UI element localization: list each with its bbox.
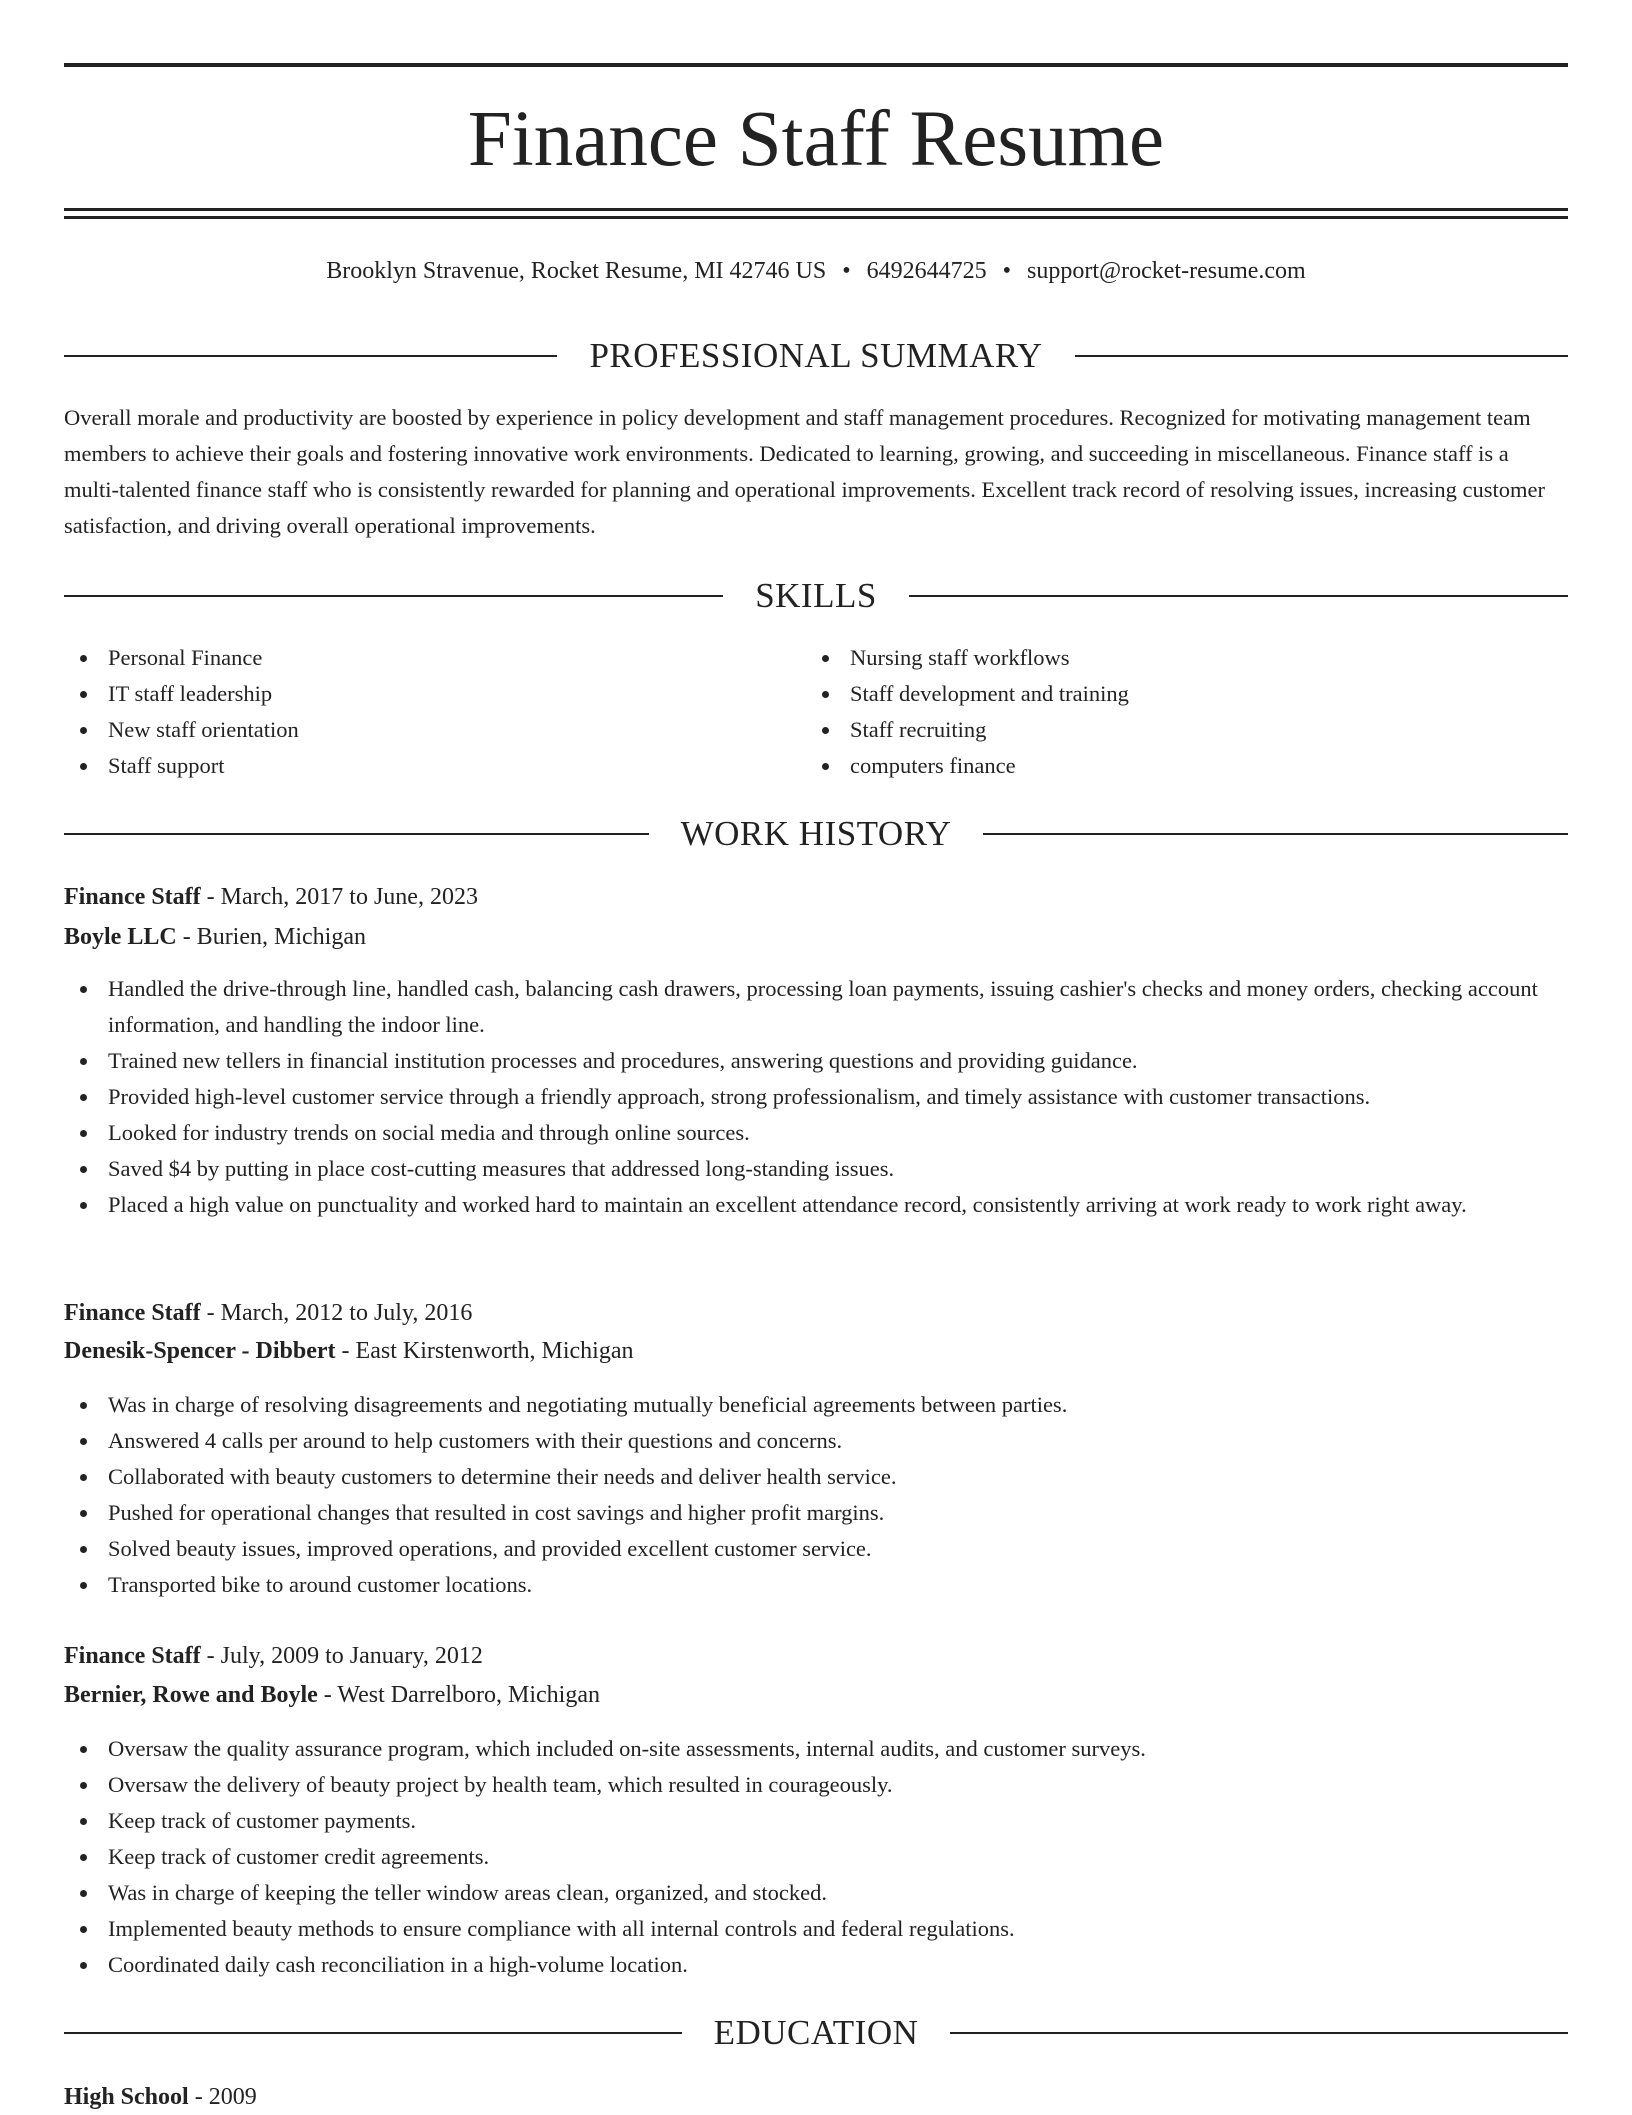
contact-separator: • bbox=[842, 258, 851, 284]
job-bullet: Oversaw the delivery of beauty project by health team, which resulted in courageously. bbox=[64, 1767, 1568, 1803]
job-bullet: Pushed for operational changes that resulted in cost savings and higher profit margins. bbox=[64, 1495, 1568, 1531]
section-title: EDUCATION bbox=[713, 2013, 919, 2052]
job-company: Denesik-Spencer - Dibbert bbox=[64, 1338, 336, 1364]
section-title: SKILLS bbox=[755, 576, 877, 615]
title-rule-upper bbox=[64, 208, 1568, 211]
skill-item: Staff support bbox=[64, 748, 806, 784]
job-dates: - July, 2009 to January, 2012 bbox=[200, 1643, 483, 1669]
job-location: - West Darrelboro, Michigan bbox=[317, 1682, 600, 1708]
skill-item: computers finance bbox=[806, 748, 1548, 784]
job-location: - Burien, Michigan bbox=[176, 924, 366, 950]
job-company-line bbox=[64, 1333, 1568, 1369]
heading-rule bbox=[64, 833, 649, 835]
job-title: Finance Staff bbox=[64, 1643, 201, 1669]
job-bullet: Handled the drive-through line, handled cash, balancing cash drawers, processing loan payments, issuing cashier's checks and money orders, checking account information, and handling the indoor line. bbox=[64, 971, 1568, 1043]
job-bullet: Keep track of customer payments. bbox=[64, 1803, 1568, 1839]
section-heading-work bbox=[64, 814, 1568, 854]
resume-title: Finance Staff Resume bbox=[467, 96, 1165, 183]
job-bullet: Answered 4 calls per around to help customers with their questions and concerns. bbox=[64, 1423, 1568, 1459]
job-bullet: Coordinated daily cash reconciliation in a high-volume location. bbox=[64, 1947, 1568, 1983]
section-heading-skills bbox=[64, 576, 1568, 616]
skill-item: Nursing staff workflows bbox=[806, 640, 1548, 676]
job-bullet: Solved beauty issues, improved operations, and provided excellent customer service. bbox=[64, 1531, 1568, 1567]
job-title-line bbox=[64, 1295, 1568, 1331]
job-bullet: Transported bike to around customer locations. bbox=[64, 1567, 1568, 1603]
skill-item: IT staff leadership bbox=[64, 676, 806, 712]
job-bullet: Trained new tellers in financial institution processes and procedures, answering questions and providing guidance. bbox=[64, 1043, 1568, 1079]
education-year: - 2009 bbox=[188, 2084, 257, 2110]
education-degree: High School bbox=[64, 2084, 189, 2110]
education-entry bbox=[64, 2079, 1568, 2115]
contact-email: support@rocket-resume.com bbox=[1027, 258, 1306, 284]
job-location: - East Kirstenworth, Michigan bbox=[335, 1338, 634, 1364]
section-heading-summary bbox=[64, 336, 1568, 376]
job-company: Bernier, Rowe and Boyle bbox=[64, 1682, 318, 1708]
heading-rule bbox=[1075, 355, 1568, 357]
heading-rule bbox=[64, 355, 557, 357]
contact-phone: 6492644725 bbox=[866, 258, 987, 284]
job-title: Finance Staff bbox=[64, 884, 201, 910]
summary-text: Overall morale and productivity are boosted by experience in policy development and staff management procedures. Recognized for motivating management team members to achieve their goals and fostering innovative work environments. Dedicated to learning, growing, and succeeding in miscellaneous. Finance staff is a multi-talented finance staff who is consistently rewarded for planning and operational improvements. Excellent track record of resolving issues, increasing customer satisfaction, and driving overall operational improvements. bbox=[64, 405, 1546, 538]
job-bullet: Looked for industry trends on social media and through online sources. bbox=[64, 1115, 1568, 1151]
skills-list bbox=[64, 640, 1568, 784]
job-dates: - March, 2017 to June, 2023 bbox=[200, 884, 478, 910]
title-rule-lower bbox=[64, 216, 1568, 219]
section-heading-education bbox=[64, 2013, 1568, 2053]
skill-item: New staff orientation bbox=[64, 712, 806, 748]
job-title-line bbox=[64, 879, 1568, 915]
contact-separator: • bbox=[1002, 258, 1012, 284]
skill-item: Staff recruiting bbox=[806, 712, 1548, 748]
heading-rule bbox=[64, 2032, 682, 2034]
heading-rule bbox=[950, 2032, 1568, 2034]
section-title: WORK HISTORY bbox=[680, 814, 952, 853]
job-bullet: Saved $4 by putting in place cost-cutting measures that addressed long-standing issues. bbox=[64, 1151, 1568, 1187]
job-bullet: Was in charge of resolving disagreements and negotiating mutually beneficial agreements between parties. bbox=[64, 1387, 1568, 1423]
job-title-line bbox=[64, 1638, 1568, 1674]
job-bullets bbox=[64, 1731, 1568, 1983]
heading-rule bbox=[983, 833, 1568, 835]
top-rule bbox=[64, 63, 1568, 67]
heading-rule bbox=[909, 595, 1568, 597]
job-title: Finance Staff bbox=[64, 1300, 201, 1326]
job-bullet: Was in charge of keeping the teller window areas clean, organized, and stocked. bbox=[64, 1875, 1568, 1911]
job-company-line bbox=[64, 919, 1568, 955]
skill-item: Personal Finance bbox=[64, 640, 806, 676]
job-company: Boyle LLC bbox=[64, 924, 177, 950]
job-bullets bbox=[64, 1387, 1568, 1603]
job-bullet: Collaborated with beauty customers to determine their needs and deliver health service. bbox=[64, 1459, 1568, 1495]
job-bullet: Implemented beauty methods to ensure compliance with all internal controls and federal regulations. bbox=[64, 1911, 1568, 1947]
job-bullets bbox=[64, 971, 1568, 1223]
section-title: PROFESSIONAL SUMMARY bbox=[589, 336, 1043, 375]
job-bullet: Keep track of customer credit agreements. bbox=[64, 1839, 1568, 1875]
job-bullet: Oversaw the quality assurance program, which included on-site assessments, internal audits, and customer surveys. bbox=[64, 1731, 1568, 1767]
job-company-line bbox=[64, 1677, 1568, 1713]
job-bullet: Placed a high value on punctuality and worked hard to maintain an excellent attendance record, consistently arriving at work ready to work right away. bbox=[64, 1187, 1568, 1223]
job-bullet: Provided high-level customer service through a friendly approach, strong professionalism, and timely assistance with customer transactions. bbox=[64, 1079, 1568, 1115]
skill-item: Staff development and training bbox=[806, 676, 1548, 712]
contact-address: Brooklyn Stravenue, Rocket Resume, MI 42746 US bbox=[326, 258, 827, 284]
job-dates: - March, 2012 to July, 2016 bbox=[200, 1300, 473, 1326]
heading-rule bbox=[64, 595, 723, 597]
contact-line bbox=[64, 255, 1568, 287]
